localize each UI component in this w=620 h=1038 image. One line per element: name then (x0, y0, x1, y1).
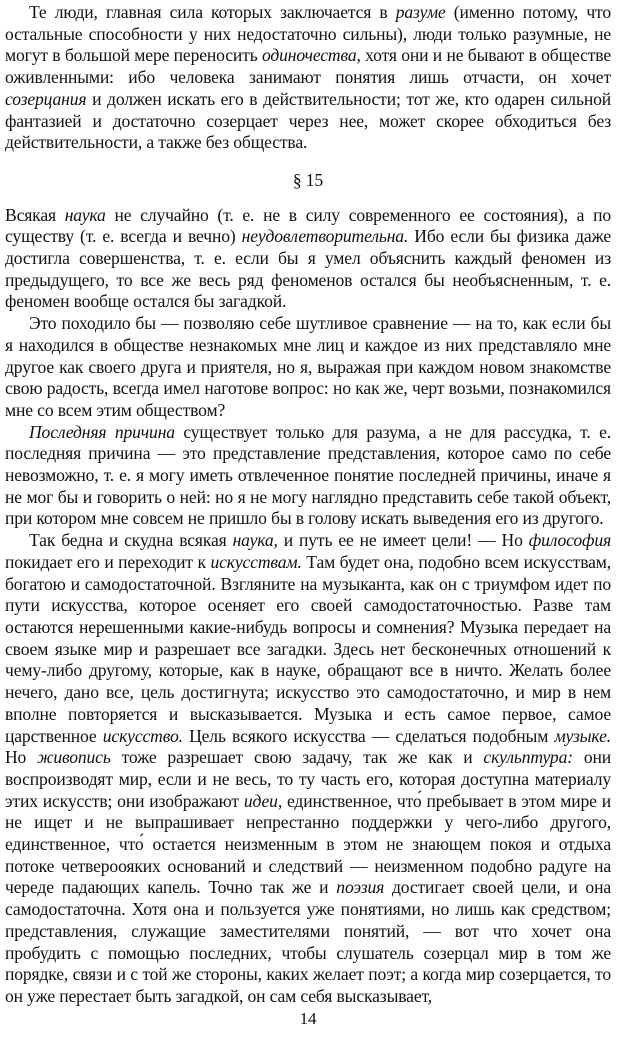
text-run: единственное, что́ пребывает в этом мире и не ищет и не выпрашивает непрестанно поддержки у чего-либо другого, единственное, что́ остается неизменным в этом не знающем покоя и отдыха потоке четвероояких оснований и следствий — неизменном подобно радуге на череде падающих капель. Точно так же и (5, 790, 611, 898)
paragraph (5, 422, 611, 531)
paragraph (5, 530, 611, 1007)
emphasized-text: искусство. (102, 725, 183, 746)
text-run: Те люди, главная сила которых заключается в (29, 2, 396, 22)
text-run: Так бедна и скудна всякая (29, 530, 233, 551)
paragraph (5, 313, 611, 422)
emphasized-text: созерцания (5, 88, 87, 109)
emphasized-text: музыке. (554, 725, 611, 746)
text-run: покидает его и переходит к (5, 551, 211, 572)
emphasized-text: поэзия (336, 877, 385, 898)
text-run: они воспроизводят мир, если и не весь, то ту часть его, которая доступна материалу этих искусств; они изображают (5, 747, 611, 811)
section-heading: § 15 (292, 169, 324, 190)
emphasized-text: скульптура: (483, 747, 573, 768)
emphasized-text: наука, (232, 530, 278, 551)
text-run: (именно потому, что остальные способности у них недостаточно сильны), люди только разумные, не могут в большой мере переносить (5, 2, 612, 66)
text-run: хотя они и не бывают в обществе оживленными: ибо человека занимают понятия лишь отчасти, он хочет (5, 45, 611, 88)
text-run: и должен искать его в действительности; тот же, кто одарен сильной фантазией и достаточно созерцает через нее, может скорее обходиться без действительности, а также без общества. (5, 88, 611, 153)
text-run: не случайно (т. е. не в силу современного ее состояния), а по существу (т. е. всегда и вечно) (5, 204, 612, 247)
text-run: и путь ее не имеет цели! — Но (277, 530, 529, 551)
text-run: Там будет она, подобно всем искусствам, богатою и самодостаточной. Взгляните на музыканта, как он с триумфом идет по пути искусства, которое осеняет его своей самодостаточностью. Разве там остаются нерешенными какие-нибудь вопросы и сомнения? Музыка передает на своем языке мир и разрешает все загадки. Здесь нет бесконечных отношений к чему-либо другому, которые, как в науке, обращают все в ничто. Желать более нечего, дано все, цель достигнута; искусство это самодостаточно, и мир в нем вполне повторяется и высказывается. Музыка и есть самое первое, самое царственное (5, 551, 612, 746)
text-run: тоже разрешает свою задачу, так же как и (110, 747, 484, 768)
emphasized-text: неудовлетворительна. (241, 226, 409, 247)
emphasized-text: одиночества, (262, 45, 361, 66)
emphasized-text: искусствам. (210, 551, 302, 572)
emphasized-text: Последняя причина (29, 421, 175, 442)
text-run: существует только для разума, а не для рассудка, т. е. последняя причина — это представление представления, которое само по себе невозможно, т. е. я могу иметь отвлеченное понятие последней причины, иначе я не мог бы и говорить о ней: но я не могу наглядно представить себе такой объект, при котором мне совсем не пришло бы в голову искать выведения его из другого. (5, 421, 611, 529)
text-run: Ибо если бы физика даже достигла совершенства, т. е. если бы я умел объяснить каждый феномен из предыдущего, то все же весь ряд феноменов остался бы необъясненным, т. е. феномен вообще остался бы загадкой. (5, 226, 611, 312)
emphasized-text: разуме (395, 2, 446, 22)
emphasized-text: наука (64, 204, 106, 225)
page-number: 14 (299, 1009, 317, 1028)
emphasized-text: идеи, (243, 790, 283, 811)
emphasized-text: живопись (37, 747, 111, 768)
text-block (5, 2, 611, 1008)
text-run: достигает своей цели, и она самодостаточна. Хотя она и пользуется уже понятиями, но лишь как средством; представления, служащие заместителями понятий, — вот что хочет она пробудить с помощью последних, чтобы слушатель созерцал мир в том же порядке, связи и с той же стороны, каких желает поэт; а когда мир созерцается, то он уже перестает быть загадкой, он сам себя высказывает, (5, 877, 611, 1006)
text-run: Всякая (5, 204, 65, 225)
text-run: Но (5, 747, 38, 768)
text-run: Цель всякого искусства — сделаться подобным (182, 725, 555, 746)
paragraph (5, 205, 611, 314)
book-page (5, 0, 611, 1038)
emphasized-text: философия (528, 530, 611, 551)
paragraph (5, 2, 611, 154)
text-run: Это походило бы — позволяю себе шутливое сравнение — на то, как если бы я находился в обществе незнакомых мне лиц и каждое из них представляло мне другое как своего друга и приятеля, но я, выражая при каждом новом знакомстве свою радость, всегда имел наготове вопрос: но как же, черт возьми, познакомился мне со всем этим обществом? (5, 313, 611, 420)
